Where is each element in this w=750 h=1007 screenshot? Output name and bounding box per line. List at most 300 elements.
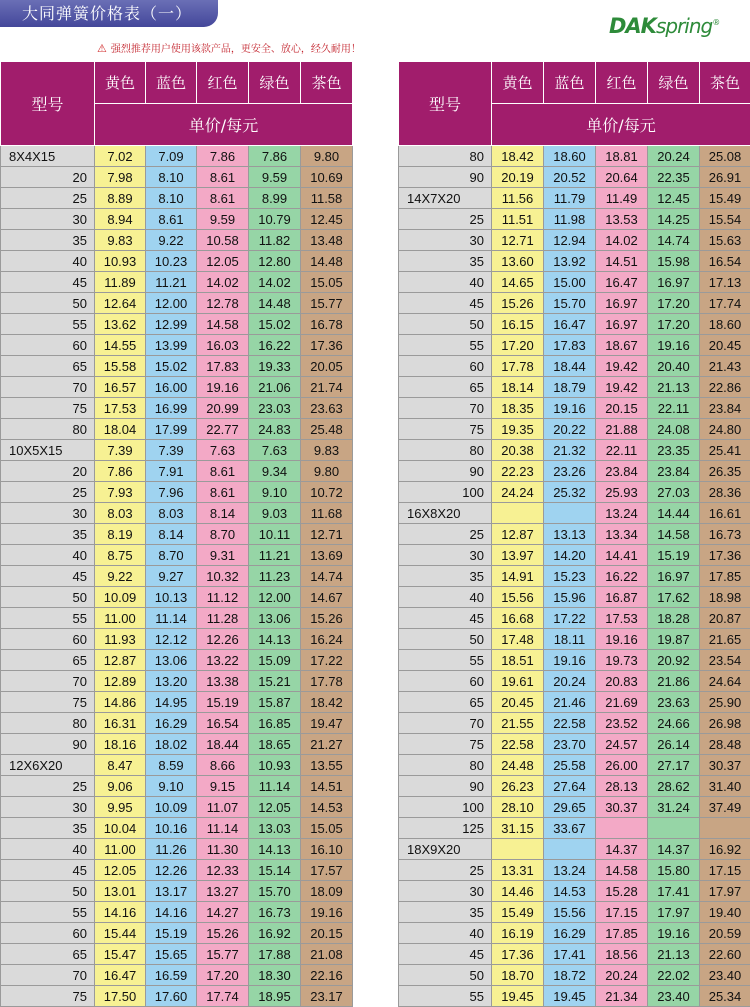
price-cell: 14.02 xyxy=(596,230,648,251)
price-cell: 14.65 xyxy=(492,272,544,293)
price-cell: 11.68 xyxy=(301,503,353,524)
price-cell: 30.37 xyxy=(700,755,750,776)
table-row xyxy=(1,188,353,209)
price-cell: 15.19 xyxy=(197,692,249,713)
price-cell: 7.09 xyxy=(146,146,197,167)
table-row xyxy=(399,167,750,188)
price-cell: 17.78 xyxy=(301,671,353,692)
price-cell: 13.24 xyxy=(596,503,648,524)
price-cell: 16.61 xyxy=(700,503,750,524)
price-cell: 14.74 xyxy=(301,566,353,587)
price-cell: 15.02 xyxy=(146,356,197,377)
table-row xyxy=(1,356,353,377)
table-row xyxy=(1,314,353,335)
price-cell: 12.33 xyxy=(197,860,249,881)
price-cell: 12.87 xyxy=(95,650,146,671)
price-cell: 17.20 xyxy=(648,314,700,335)
price-cell: 15.49 xyxy=(492,902,544,923)
price-cell: 19.16 xyxy=(648,335,700,356)
price-cell: 14.67 xyxy=(301,587,353,608)
price-cell: 7.86 xyxy=(249,146,301,167)
price-cell: 20.99 xyxy=(197,398,249,419)
price-cell: 16.73 xyxy=(249,902,301,923)
price-cell: 22.16 xyxy=(301,965,353,986)
model-cell: 65 xyxy=(1,650,95,671)
price-cell: 15.63 xyxy=(700,230,750,251)
model-cell: 60 xyxy=(1,629,95,650)
table-row xyxy=(399,482,750,503)
price-cell: 7.86 xyxy=(197,146,249,167)
table-row xyxy=(1,986,353,1007)
price-cell: 22.60 xyxy=(700,944,750,965)
price-cell: 8.14 xyxy=(146,524,197,545)
price-cell: 16.24 xyxy=(301,629,353,650)
price-cell: 14.44 xyxy=(648,503,700,524)
price-cell: 12.26 xyxy=(146,860,197,881)
price-cell: 13.13 xyxy=(544,524,596,545)
price-cell: 13.34 xyxy=(596,524,648,545)
price-cell: 8.03 xyxy=(95,503,146,524)
price-cell: 13.62 xyxy=(95,314,146,335)
price-cell: 11.30 xyxy=(197,839,249,860)
table-row xyxy=(1,923,353,944)
price-cell: 20.38 xyxy=(492,440,544,461)
table-row xyxy=(399,692,750,713)
table-row xyxy=(399,440,750,461)
price-cell: 16.47 xyxy=(596,272,648,293)
price-cell: 8.59 xyxy=(146,755,197,776)
price-cell: 18.65 xyxy=(249,734,301,755)
price-cell: 15.54 xyxy=(700,209,750,230)
price-cell: 25.48 xyxy=(301,419,353,440)
price-cell: 31.40 xyxy=(700,776,750,797)
price-cell: 11.82 xyxy=(249,230,301,251)
price-cell: 17.74 xyxy=(197,986,249,1007)
price-cell: 24.48 xyxy=(492,755,544,776)
price-cell: 18.30 xyxy=(249,965,301,986)
price-cell: 18.67 xyxy=(596,335,648,356)
price-cell: 25.34 xyxy=(700,986,750,1007)
price-cell: 17.60 xyxy=(146,986,197,1007)
model-cell: 50 xyxy=(1,293,95,314)
model-cell: 25 xyxy=(399,209,492,230)
price-cell: 17.36 xyxy=(700,545,750,566)
price-cell: 16.47 xyxy=(95,965,146,986)
model-cell: 90 xyxy=(399,167,492,188)
price-cell: 14.55 xyxy=(95,335,146,356)
price-cell: 9.10 xyxy=(146,776,197,797)
model-cell: 10X5X15 xyxy=(1,440,95,461)
price-cell: 13.48 xyxy=(301,230,353,251)
price-cell: 16.22 xyxy=(596,566,648,587)
model-cell: 65 xyxy=(1,944,95,965)
price-cell: 16.92 xyxy=(249,923,301,944)
price-cell: 8.10 xyxy=(146,188,197,209)
price-cell: 16.54 xyxy=(700,251,750,272)
price-cell: 17.97 xyxy=(700,881,750,902)
brand-logo: DAKspring® xyxy=(609,14,719,38)
price-cell: 13.06 xyxy=(146,650,197,671)
price-cell: 23.84 xyxy=(648,461,700,482)
price-cell: 15.02 xyxy=(249,314,301,335)
table-row xyxy=(399,650,750,671)
price-cell: 10.11 xyxy=(249,524,301,545)
price-cell: 8.10 xyxy=(146,167,197,188)
table-row xyxy=(1,440,353,461)
price-cell: 16.19 xyxy=(492,923,544,944)
price-cell: 11.89 xyxy=(95,272,146,293)
price-cell: 14.41 xyxy=(596,545,648,566)
price-cell: 13.38 xyxy=(197,671,249,692)
price-cell: 29.65 xyxy=(544,797,596,818)
price-cell: 14.02 xyxy=(197,272,249,293)
price-cell: 22.35 xyxy=(648,167,700,188)
model-cell: 55 xyxy=(1,608,95,629)
price-cell: 14.74 xyxy=(648,230,700,251)
price-cell: 17.83 xyxy=(544,335,596,356)
table-row xyxy=(399,230,750,251)
model-cell: 30 xyxy=(1,209,95,230)
price-cell: 10.79 xyxy=(249,209,301,230)
price-cell: 33.67 xyxy=(544,818,596,839)
price-cell: 18.81 xyxy=(596,146,648,167)
price-cell: 11.00 xyxy=(95,608,146,629)
table-row xyxy=(1,461,353,482)
table-row xyxy=(1,293,353,314)
price-cell: 17.57 xyxy=(301,860,353,881)
table-row xyxy=(399,986,750,1007)
price-cell: 15.26 xyxy=(492,293,544,314)
price-cell: 22.58 xyxy=(544,713,596,734)
price-cell: 11.23 xyxy=(249,566,301,587)
price-cell: 20.59 xyxy=(700,923,750,944)
model-cell: 20 xyxy=(1,167,95,188)
table-row xyxy=(1,545,353,566)
price-cell: 19.87 xyxy=(648,629,700,650)
price-cell: 18.44 xyxy=(197,734,249,755)
price-cell: 17.50 xyxy=(95,986,146,1007)
price-cell: 14.37 xyxy=(596,839,648,860)
model-cell: 75 xyxy=(1,986,95,1007)
table-row xyxy=(399,503,750,524)
model-cell: 25 xyxy=(399,860,492,881)
price-cell: 7.86 xyxy=(95,461,146,482)
price-cell: 16.59 xyxy=(146,965,197,986)
price-cell: 16.87 xyxy=(596,587,648,608)
price-cell xyxy=(492,503,544,524)
price-cell: 13.24 xyxy=(544,860,596,881)
price-cell: 15.56 xyxy=(492,587,544,608)
price-cell: 21.69 xyxy=(596,692,648,713)
price-cell: 31.15 xyxy=(492,818,544,839)
price-cell: 7.93 xyxy=(95,482,146,503)
model-cell: 35 xyxy=(1,230,95,251)
price-cell: 15.80 xyxy=(648,860,700,881)
price-cell: 16.10 xyxy=(301,839,353,860)
price-cell: 8.89 xyxy=(95,188,146,209)
price-cell: 16.00 xyxy=(146,377,197,398)
price-cell: 28.36 xyxy=(700,482,750,503)
price-cell: 11.79 xyxy=(544,188,596,209)
price-cell: 10.72 xyxy=(301,482,353,503)
price-cell: 9.83 xyxy=(95,230,146,251)
price-cell: 17.85 xyxy=(700,566,750,587)
price-cell: 18.56 xyxy=(596,944,648,965)
price-cell: 20.64 xyxy=(596,167,648,188)
table-row xyxy=(399,965,750,986)
price-cell: 16.54 xyxy=(197,713,249,734)
price-cell: 23.17 xyxy=(301,986,353,1007)
price-cell: 10.09 xyxy=(146,797,197,818)
price-cell: 15.14 xyxy=(249,860,301,881)
price-cell: 21.46 xyxy=(544,692,596,713)
table-row xyxy=(1,566,353,587)
price-cell: 9.31 xyxy=(197,545,249,566)
price-cell: 20.83 xyxy=(596,671,648,692)
price-cell: 11.14 xyxy=(197,818,249,839)
table-row xyxy=(399,461,750,482)
price-cell: 7.39 xyxy=(95,440,146,461)
price-cell: 17.20 xyxy=(492,335,544,356)
model-cell: 50 xyxy=(399,965,492,986)
table-row xyxy=(399,671,750,692)
price-cell: 9.06 xyxy=(95,776,146,797)
price-cell: 9.83 xyxy=(301,440,353,461)
price-cell: 10.16 xyxy=(146,818,197,839)
warning-icon: ⚠ xyxy=(97,42,107,55)
price-cell: 12.87 xyxy=(492,524,544,545)
table-row xyxy=(399,923,750,944)
price-cell: 19.61 xyxy=(492,671,544,692)
price-cell: 7.91 xyxy=(146,461,197,482)
price-cell: 10.13 xyxy=(146,587,197,608)
table-row xyxy=(399,797,750,818)
price-cell: 27.17 xyxy=(648,755,700,776)
price-cell: 13.17 xyxy=(146,881,197,902)
model-cell: 65 xyxy=(1,356,95,377)
price-cell: 11.56 xyxy=(492,188,544,209)
price-cell: 17.53 xyxy=(95,398,146,419)
price-cell: 16.73 xyxy=(700,524,750,545)
price-cell: 15.19 xyxy=(648,545,700,566)
price-cell: 14.16 xyxy=(95,902,146,923)
price-cell: 17.99 xyxy=(146,419,197,440)
table-row xyxy=(1,734,353,755)
price-cell xyxy=(544,503,596,524)
price-cell: 10.93 xyxy=(95,251,146,272)
model-cell: 65 xyxy=(399,377,492,398)
price-cell: 16.97 xyxy=(648,272,700,293)
table-row xyxy=(1,209,353,230)
price-cell: 12.71 xyxy=(301,524,353,545)
price-cell: 22.02 xyxy=(648,965,700,986)
price-cell: 8.70 xyxy=(146,545,197,566)
price-cell: 8.66 xyxy=(197,755,249,776)
price-cell: 23.03 xyxy=(249,398,301,419)
model-cell: 60 xyxy=(399,671,492,692)
price-cell: 20.15 xyxy=(301,923,353,944)
price-cell: 8.61 xyxy=(197,167,249,188)
model-cell: 55 xyxy=(1,902,95,923)
price-cell: 23.63 xyxy=(648,692,700,713)
model-cell: 75 xyxy=(1,398,95,419)
price-cell: 21.43 xyxy=(700,356,750,377)
table-row xyxy=(1,608,353,629)
price-cell: 18.98 xyxy=(700,587,750,608)
model-cell: 70 xyxy=(399,398,492,419)
price-cell: 25.93 xyxy=(596,482,648,503)
price-cell: 9.22 xyxy=(95,566,146,587)
price-cell: 14.37 xyxy=(648,839,700,860)
price-cell: 19.16 xyxy=(648,923,700,944)
price-cell: 12.26 xyxy=(197,629,249,650)
model-cell: 90 xyxy=(399,461,492,482)
price-cell: 12.00 xyxy=(146,293,197,314)
price-cell: 10.58 xyxy=(197,230,249,251)
price-cell: 14.25 xyxy=(648,209,700,230)
price-cell: 16.97 xyxy=(596,314,648,335)
price-cell: 16.29 xyxy=(544,923,596,944)
model-cell: 16X8X20 xyxy=(399,503,492,524)
price-cell: 18.44 xyxy=(544,356,596,377)
price-cell: 7.63 xyxy=(197,440,249,461)
table-row xyxy=(1,167,353,188)
price-cell: 11.93 xyxy=(95,629,146,650)
model-cell: 25 xyxy=(399,524,492,545)
price-cell: 18.42 xyxy=(492,146,544,167)
price-cell: 24.64 xyxy=(700,671,750,692)
model-cell: 40 xyxy=(399,272,492,293)
table-row xyxy=(1,587,353,608)
price-cell: 12.05 xyxy=(249,797,301,818)
price-cell: 21.74 xyxy=(301,377,353,398)
price-cell: 21.88 xyxy=(596,419,648,440)
price-cell: 8.03 xyxy=(146,503,197,524)
price-cell: 21.08 xyxy=(301,944,353,965)
price-cell: 16.85 xyxy=(249,713,301,734)
price-cell: 19.16 xyxy=(596,629,648,650)
price-cell: 20.19 xyxy=(492,167,544,188)
price-cell: 21.13 xyxy=(648,377,700,398)
price-cell: 19.42 xyxy=(596,377,648,398)
model-cell: 60 xyxy=(1,923,95,944)
table-row xyxy=(399,587,750,608)
price-cell: 16.29 xyxy=(146,713,197,734)
price-cell: 15.65 xyxy=(146,944,197,965)
model-cell: 35 xyxy=(399,251,492,272)
table-row xyxy=(399,734,750,755)
table-row xyxy=(399,545,750,566)
table-row xyxy=(1,944,353,965)
price-cell: 26.98 xyxy=(700,713,750,734)
table-row xyxy=(399,881,750,902)
model-cell: 30 xyxy=(399,545,492,566)
model-cell: 40 xyxy=(399,923,492,944)
notice xyxy=(97,40,361,55)
table-row xyxy=(399,398,750,419)
price-cell: 16.15 xyxy=(492,314,544,335)
price-cell: 16.68 xyxy=(492,608,544,629)
table-row xyxy=(1,482,353,503)
price-cell: 16.57 xyxy=(95,377,146,398)
price-cell: 30.37 xyxy=(596,797,648,818)
price-cell: 14.02 xyxy=(249,272,301,293)
price-cell: 15.98 xyxy=(648,251,700,272)
price-cell: 23.84 xyxy=(596,461,648,482)
model-cell: 125 xyxy=(399,818,492,839)
price-cell xyxy=(648,818,700,839)
price-cell: 12.80 xyxy=(249,251,301,272)
price-cell: 14.27 xyxy=(197,902,249,923)
price-cell: 23.63 xyxy=(301,398,353,419)
table-row xyxy=(399,209,750,230)
model-cell: 90 xyxy=(1,734,95,755)
header-yellow: 黄色 xyxy=(95,62,146,104)
price-cell: 13.06 xyxy=(249,608,301,629)
price-cell: 13.55 xyxy=(301,755,353,776)
price-cell: 14.48 xyxy=(301,251,353,272)
price-cell: 8.14 xyxy=(197,503,249,524)
price-cell: 18.02 xyxy=(146,734,197,755)
price-cell: 14.16 xyxy=(146,902,197,923)
price-cell: 11.00 xyxy=(95,839,146,860)
price-cell: 26.23 xyxy=(492,776,544,797)
price-cell: 18.79 xyxy=(544,377,596,398)
price-cell: 17.13 xyxy=(700,272,750,293)
price-cell: 7.02 xyxy=(95,146,146,167)
price-cell: 27.03 xyxy=(648,482,700,503)
notice-text: 强烈推荐用户使用该款产品，更安全、放心，经久耐用！ xyxy=(111,44,361,55)
price-cell: 20.45 xyxy=(700,335,750,356)
price-cell: 21.32 xyxy=(544,440,596,461)
price-cell: 18.04 xyxy=(95,419,146,440)
price-cell: 7.96 xyxy=(146,482,197,503)
price-cell: 10.04 xyxy=(95,818,146,839)
price-cell: 18.70 xyxy=(492,965,544,986)
price-cell: 11.14 xyxy=(146,608,197,629)
price-cell: 10.09 xyxy=(95,587,146,608)
table-row xyxy=(399,188,750,209)
price-cell: 24.57 xyxy=(596,734,648,755)
model-cell: 70 xyxy=(1,377,95,398)
model-cell: 70 xyxy=(1,671,95,692)
price-cell: 10.23 xyxy=(146,251,197,272)
table-row xyxy=(1,650,353,671)
price-cell: 17.36 xyxy=(492,944,544,965)
price-cell: 15.05 xyxy=(301,818,353,839)
price-cell: 15.70 xyxy=(249,881,301,902)
price-cell: 25.58 xyxy=(544,755,596,776)
price-cell: 15.77 xyxy=(301,293,353,314)
price-cell: 18.11 xyxy=(544,629,596,650)
price-cell: 22.23 xyxy=(492,461,544,482)
price-cell: 20.24 xyxy=(544,671,596,692)
price-cell: 17.22 xyxy=(301,650,353,671)
model-cell: 50 xyxy=(1,881,95,902)
price-cell: 20.24 xyxy=(648,146,700,167)
price-cell: 12.64 xyxy=(95,293,146,314)
price-cell: 18.35 xyxy=(492,398,544,419)
table-row xyxy=(399,146,750,167)
price-cell: 18.09 xyxy=(301,881,353,902)
model-cell: 90 xyxy=(399,776,492,797)
model-cell: 25 xyxy=(1,188,95,209)
header-blue: 蓝色 xyxy=(544,62,596,104)
price-cell: 12.94 xyxy=(544,230,596,251)
price-cell: 16.47 xyxy=(544,314,596,335)
table-row xyxy=(399,272,750,293)
price-cell: 21.34 xyxy=(596,986,648,1007)
